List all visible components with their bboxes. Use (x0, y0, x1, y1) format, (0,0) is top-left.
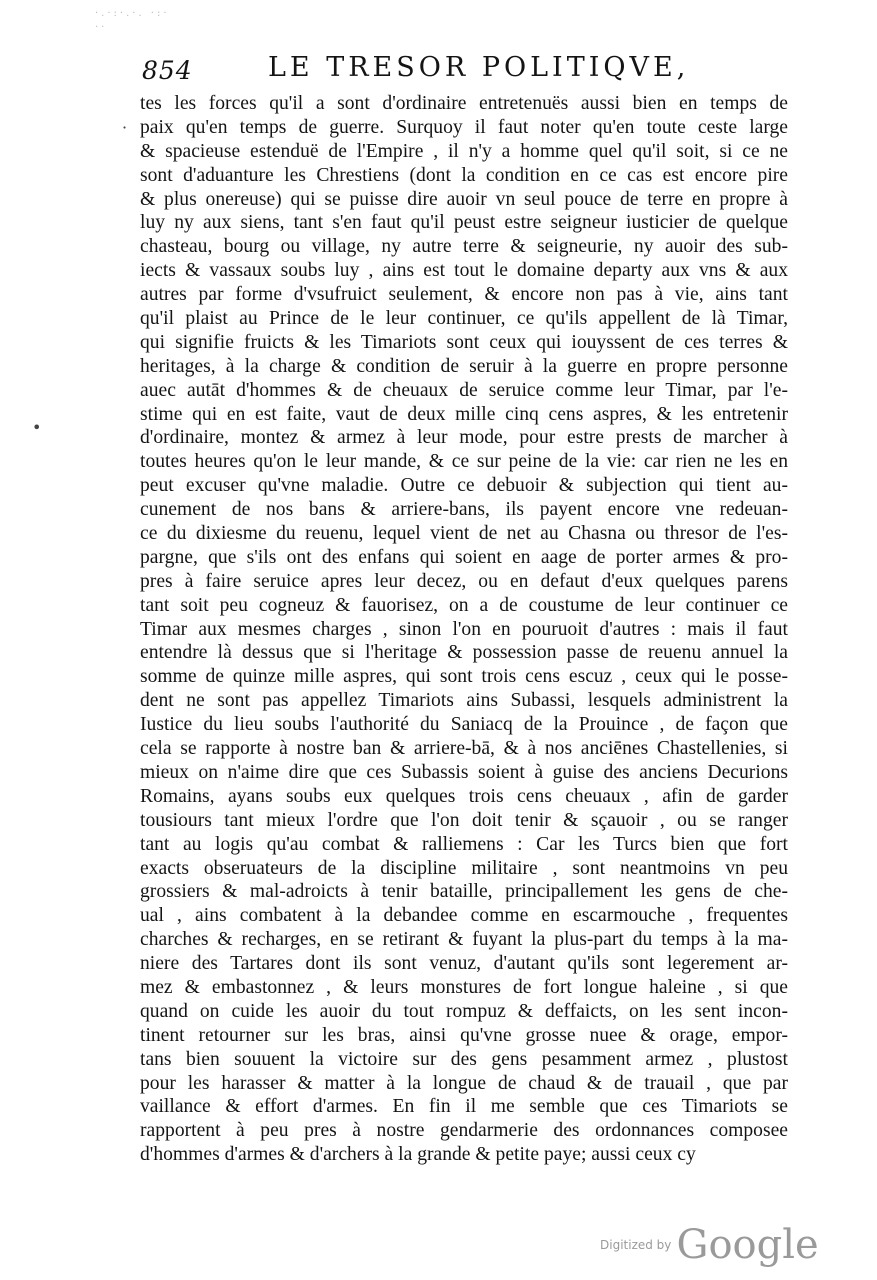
text-line: entendre là dessus que si l'heritage & possession passe de reuenu annuel la (140, 642, 788, 664)
text-line: ual , ains combatent à la debandee comme en escarmouche , frequentes (140, 905, 788, 927)
page-header (140, 50, 780, 90)
text-line: rapportent à peu pres à nostre gendarmerie des ordonnances composee (140, 1120, 788, 1142)
text-line: autres par forme d'vsufruict seulement, & encore non pas à vie, ains tant (140, 284, 788, 306)
margin-mark: · (122, 118, 128, 137)
text-line: peut excuser qu'vne maladie. Outre ce debuoir & subjection qui tient au- (140, 475, 788, 497)
text-line: heritages, à la charge & condition de seruir à la guerre en propre personne (140, 355, 788, 377)
text-line: pres à faire seruice apres leur decez, ou en defaut d'eux quelques parens (140, 570, 788, 592)
text-line: tant soit peu cogneuz & fauorisez, on a de coustume de leur continuer ce (140, 594, 788, 616)
watermark-small-text: Digitized by (600, 1238, 672, 1252)
text-line: iects & vassaux soubs luy , ains est tout le domaine departy aux vns & aux (140, 260, 788, 282)
text-line: tans bien souuent la victoire sur des gens pesamment armez , plustost (140, 1048, 788, 1070)
text-line: qu'il plaist au Prince de le leur continuer, ce qu'ils appellent de là Timar, (140, 308, 788, 330)
text-line: grossiers & mal-adroicts à tenir bataille, principallement les gens de che- (140, 881, 788, 903)
text-line: Iustice du lieu soubs l'authorité du Saniacq de la Prouince , de façon que (140, 714, 788, 736)
text-line: auec autāt d'hommes & de cheuaux de seruice comme leur Timar, par l'e- (140, 379, 788, 401)
text-line: & spacieuse estenduë de l'Empire , il n'y a homme quel qu'il soit, si ce ne (140, 140, 788, 162)
text-line: pargne, que s'ils ont des enfans qui soient en aage de porter armes & pro- (140, 546, 788, 568)
scan-noise-decoration: ·.·:·.·. ·:· .. (95, 8, 170, 30)
text-line: d'ordinaire, montez & armez à leur mode, pour estre prests de marcher à (140, 427, 788, 449)
text-line: tinent retourner sur les bras, ainsi qu'vne grosse nuee & orage, empor- (140, 1024, 788, 1046)
text-line: exacts obseruateurs de la discipline militaire , sont neantmoins vn peu (140, 857, 788, 879)
text-line: charches & recharges, en se retirant & fuyant la plus-part du temps à la ma- (140, 929, 788, 951)
text-line: ce du dixiesme du reuenu, lequel vient de net au Chasna ou thresor de l'es- (140, 523, 788, 545)
text-line: tant au logis qu'au combat & ralliemens : Car les Turcs bien que fort (140, 833, 788, 855)
text-line: tousiours tant mieux l'ordre que l'on doit tenir & sçauoir , ou se ranger (140, 809, 788, 831)
text-line: niere des Tartares dont ils sont venuz, d'autant qu'ils sont legerement ar- (140, 953, 788, 975)
text-line: pour les harasser & matter à la longue de chaud & de trauail , que par (140, 1072, 788, 1094)
text-line: sont d'aduanture les Chrestiens (dont la condition en ce cas est encore pire (140, 164, 788, 186)
text-line: luy ny aux siens, tant s'en faut qu'il peust estre seigneur iusticier de quelque (140, 212, 788, 234)
text-line: tes les forces qu'il a sont d'ordinaire entretenuës aussi bien en temps de (140, 93, 788, 114)
digitized-by-google-watermark (600, 1222, 819, 1268)
text-line: somme de quinze mille aspres, qui sont trois cens escuz , ceux qui le posse- (140, 666, 788, 688)
text-line: mez & embastonnez , & leurs monstures de fort longue haleine , si que (140, 976, 788, 998)
text-line: stime qui en est faite, vaut de deux mille cinq cens aspres, & les entretenir (140, 403, 788, 425)
margin-mark: • (32, 418, 42, 437)
page-number: 854 (142, 56, 193, 85)
watermark-logo-text: Google (676, 1222, 819, 1268)
running-title: LE TRESOR POLITIQVE, (268, 52, 690, 83)
text-line: Romains, ayans soubs eux quelques trois cens cheuaux , afin de garder (140, 785, 788, 807)
text-line: toutes heures qu'on le leur mande, & ce sur peine de la vie: car rien ne les en (140, 451, 788, 473)
text-line: paix qu'en temps de guerre. Surquoy il faut noter qu'en toute ceste large (140, 116, 788, 138)
text-line: cela se rapporte à nostre ban & arriere-bā, & à nos anciēnes Chastellenies, si (140, 738, 788, 760)
text-line: chasteau, bourg ou village, ny autre terre & seigneurie, ny auoir des sub- (140, 236, 788, 258)
text-line: quand on cuide les auoir du tout rompuz & deffaicts, on les sent incon- (140, 1000, 788, 1022)
text-line: qui signifie fruicts & les Timariots sont ceux qui iouyssent de ces terres & (140, 331, 788, 353)
text-line: & plus onereuse) qui se puisse dire auoir vn seul pouce de terre en propre à (140, 188, 788, 210)
text-line: mieux on n'aime dire que ces Subassis soient à guise des anciens Decurions (140, 761, 788, 783)
text-line: Timar aux mesmes charges , sinon l'on en pouruoit d'autres : mais il faut (140, 618, 788, 640)
text-line: vaillance & effort d'armes. En fin il me semble que ces Timariots se (140, 1096, 788, 1118)
text-line: cunement de nos bans & arriere-bans, ils payent encore vne redeuan- (140, 499, 788, 521)
text-line: d'hommes d'armes & d'archers à la grande & petite paye; aussi ceux cy (140, 1144, 696, 1166)
body-text (140, 92, 788, 1167)
text-line: dent ne sont pas appellez Timariots ains Subassi, lesquels administrent la (140, 690, 788, 712)
